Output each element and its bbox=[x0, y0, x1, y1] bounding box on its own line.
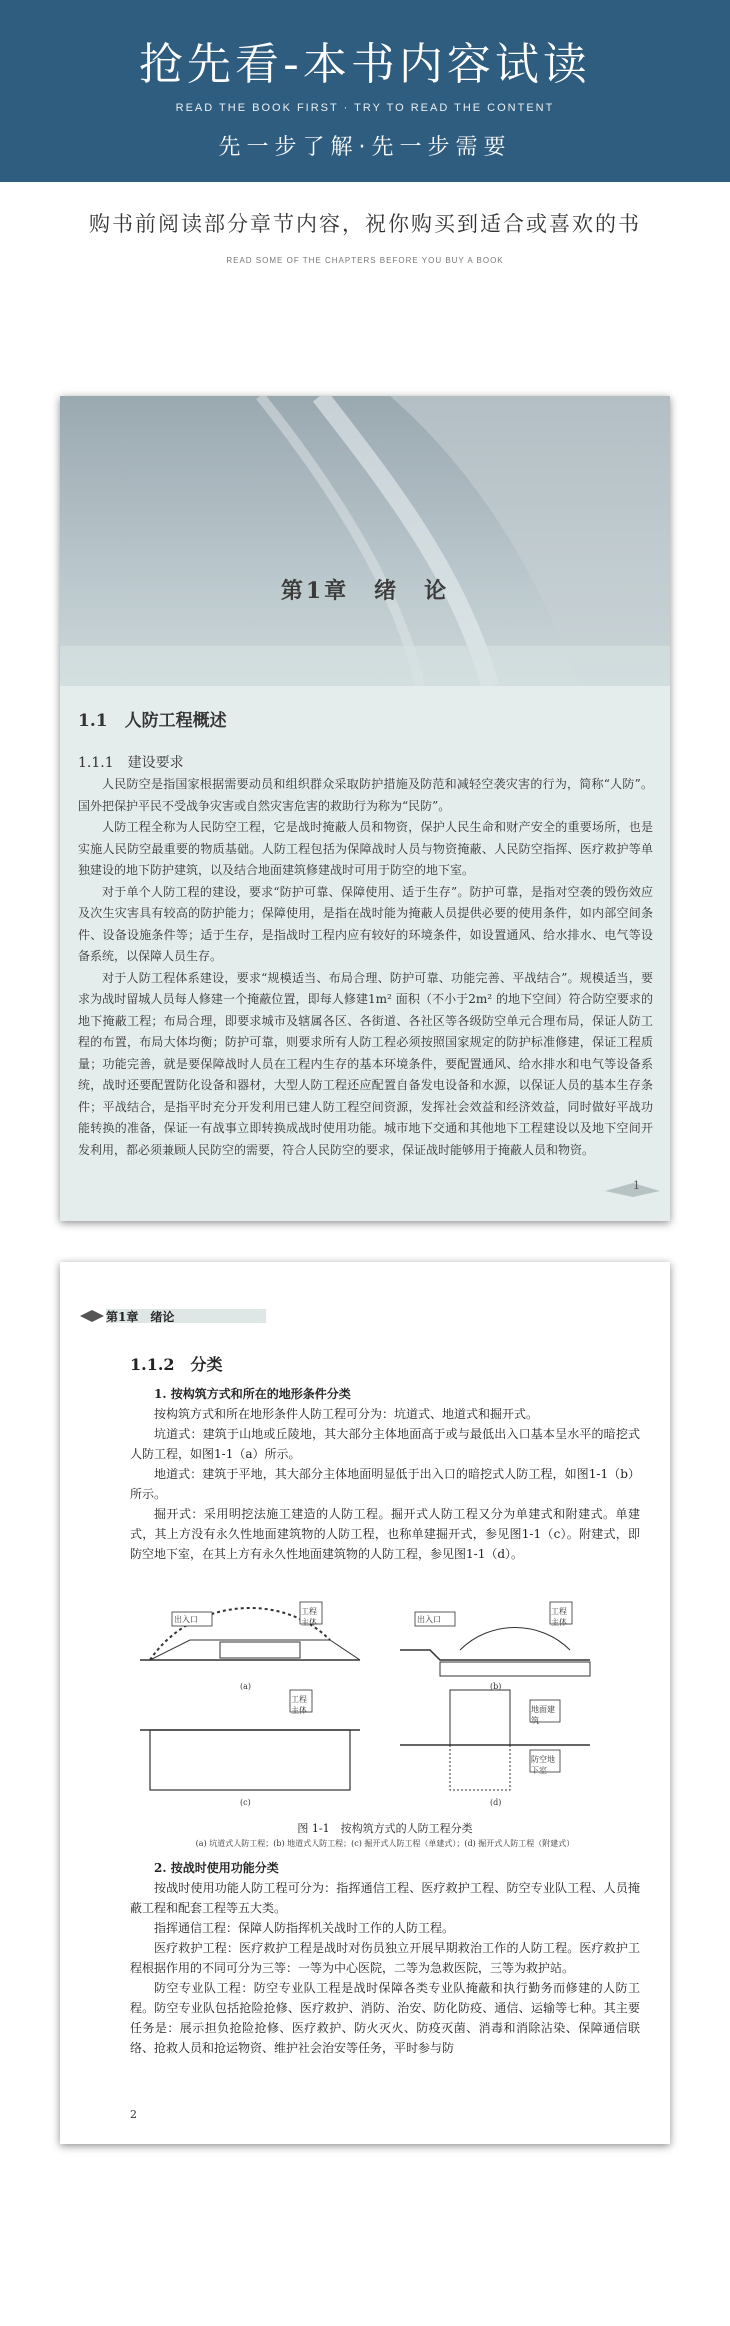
header-banner bbox=[0, 0, 730, 182]
label-main-body-a: 工程主体 bbox=[301, 1607, 317, 1627]
subsection-heading: 1.1.2 分类 bbox=[130, 1355, 223, 1374]
book-page-2 bbox=[60, 1262, 670, 2144]
banner-title: 抢先看-本书内容试读 bbox=[139, 39, 591, 90]
intro-text: 购书前阅读部分章节内容，祝你购买到适合或喜欢的书 bbox=[89, 212, 641, 236]
page2-body-bottom bbox=[130, 1858, 640, 2058]
running-header: 第1章 绪论 bbox=[106, 1310, 175, 1324]
page-number-text: 2 bbox=[130, 2108, 137, 2121]
item-heading: 1. 按构筑方式和所在的地形条件分类 bbox=[154, 1387, 351, 1401]
paragraph: 人民防空是指国家根据需要动员和组织群众采取防护措施及防范和减轻空袭灾害的行为，简称“人防”。国外把保护平民不受战争灾害或自然灾害危害的救助行为称为“民防”。 bbox=[78, 777, 653, 813]
paragraph: 掘开式：采用明挖法施工建造的人防工程。掘开式人防工程又分为单建式和附建式。单建式，其上方没有永久性地面建筑物的人防工程，也称单建掘开式，参见图1-1（c）。附建式，即防空地下室，在其上方有永久性地面建筑物的人防工程，参见图1-1（d）。 bbox=[130, 1507, 640, 1561]
label-entrance-a: 出入口 bbox=[174, 1615, 198, 1624]
paragraph: 按战时使用功能人防工程可分为：指挥通信工程、医疗救护工程、防空专业队工程、人员掩蔽工程和配套工程等五大类。 bbox=[130, 1881, 640, 1915]
label-basement: 防空地下室 bbox=[531, 1755, 555, 1775]
label-entrance-b: 出入口 bbox=[417, 1615, 441, 1624]
subfigure-label-c: (c) bbox=[240, 1798, 251, 1807]
label-ground-building: 地面建筑 bbox=[531, 1705, 555, 1725]
intro-section bbox=[0, 208, 730, 265]
item-heading: 2. 按战时使用功能分类 bbox=[154, 1861, 279, 1875]
banner-subtitle: READ THE BOOK FIRST · TRY TO READ THE CONTENT bbox=[175, 102, 555, 114]
book-page-1 bbox=[60, 396, 670, 1221]
label-main-body-c: 工程主体 bbox=[291, 1695, 307, 1715]
paragraph: 对于人防工程体系建设，要求“规模适当、布局合理、防护可靠、功能完善、平战结合”。规模适当，要求为战时留城人员每人修建一个掩蔽位置，即每人修建1m² 面积（不小于2m² 的地下空间）符合防空要求的地下掩蔽工程；布局合理，即要求城市及辖属各区、各街道、各社区等各级防空单元合理布局，保证人防工程的布置，布局大体均衡；防护可靠，则要求所有人防工程必须按照国家规定的防护标准修建，保证工程质量；功能完善，就是要保障战时人员在工程内生存的基本环境条件，要配置通风、给水排水和电气等设备系统，战时还要配置防化设备和器材，大型人防工程还应配置自备发电设备和水源，以保证人员的基本生存条件；平战结合，是指平时充分开发利用已建人防工程空间资源，发挥社会效益和经济效益，同时做好平战功能转换的准备，保证一有战事立即转换成战时使用功能。城市地下交通和其他地下工程建设以及地下空间开发利用，都必须兼顾人民防空的需要，符合人民防空的要求，保证战时能够用于掩蔽人员和物资。 bbox=[78, 970, 653, 1157]
paragraph: 防空专业队工程：防空专业队工程是战时保障各类专业队掩蔽和执行勤务而修建的人防工程。防空专业队包括抢险抢修、医疗救护、消防、治安、防化防疫、通信、运输等七种。其主要任务是：展示担负抢险抢修、医疗救护、防火灭火、防疫灭菌、消毒和消除沾染、保障通信联络、抢救人员和抢运物资、维护社会治安等任务，平时参与防 bbox=[130, 1981, 640, 2055]
chapter-header-decoration bbox=[60, 396, 670, 686]
paragraph: 对于单个人防工程的建设，要求“防护可靠、保障使用、适于生存”。防护可靠，是指对空袭的毁伤效应及次生灾害具有较高的防护能力；保障使用，是指在战时能为掩蔽人员提供必要的使用条件，如内部空间条件、设备设施条件等；适于生存，是指战时工程内应有较好的环境条件，如设置通风、给水排水、电气等设备系统，以保障人员生存。 bbox=[78, 884, 653, 963]
banner-tagline: 先一步了解·先一步需要 bbox=[218, 135, 512, 160]
paragraph: 人防工程全称为人民防空工程，它是战时掩蔽人员和物资，保护人民生命和财产安全的重要场所，也是实施人民防空最重要的物质基础。人防工程包括为保障战时人员与物资掩蔽、人民防空指挥、医疗救护等单独建设的地下防护建筑，以及结合地面建筑修建战时可用于防空的地下室。 bbox=[78, 820, 653, 877]
diagram-open-cut-attached bbox=[400, 1690, 590, 1790]
page2-body-top bbox=[130, 1384, 640, 1564]
chapter-title: 第1章 绪 论 bbox=[280, 578, 450, 604]
page1-body bbox=[78, 774, 653, 1161]
label-main-body-b: 工程主体 bbox=[551, 1607, 567, 1627]
subsection-heading: 1.1.1 建设要求 bbox=[78, 755, 184, 771]
figure-caption: 图 1-1 按构筑方式的人防工程分类 bbox=[297, 1822, 473, 1835]
paragraph: 按构筑方式和所在地形条件人防工程可分为：坑道式、地道式和掘开式。 bbox=[154, 1407, 539, 1421]
subfigure-label-b: (b) bbox=[490, 1682, 502, 1691]
paragraph: 地道式：建筑于平地，其大部分主体地面明显低于出入口的暗挖式人防工程，如图1-1（b）所示。 bbox=[130, 1467, 640, 1501]
section-heading: 1.1 人防工程概述 bbox=[78, 711, 227, 731]
paragraph: 医疗救护工程：医疗救护工程是战时对伤员独立开展早期救治工作的人防工程。医疗救护工程根据作用的不同可分为三等：一等为中心医院，二等为急救医院，三等为救护站。 bbox=[130, 1941, 640, 1975]
figure-subcaption: (a) 坑道式人防工程；(b) 地道式人防工程；(c) 掘开式人防工程（单建式）；(d) 掘开式人防工程（附建式） bbox=[195, 1839, 575, 1848]
diagram-open-cut-standalone bbox=[140, 1690, 360, 1790]
subfigure-label-a: (a) bbox=[240, 1682, 252, 1691]
subfigure-label-d: (d) bbox=[490, 1798, 502, 1807]
page-number-text: 1 bbox=[633, 1179, 640, 1192]
paragraph: 指挥通信工程：保障人防指挥机关战时工作的人防工程。 bbox=[154, 1921, 455, 1935]
page-number bbox=[605, 1179, 660, 1197]
diagram-tunnel-type bbox=[140, 1602, 360, 1660]
paragraph: 坑道式：建筑于山地或丘陵地，其大部分主体地面高于或与最低出入口基本呈水平的暗挖式人防工程，如图1-1（a）所示。 bbox=[130, 1427, 640, 1461]
intro-text-en: READ SOME OF THE CHAPTERS BEFORE YOU BUY A BOOK bbox=[226, 256, 504, 265]
